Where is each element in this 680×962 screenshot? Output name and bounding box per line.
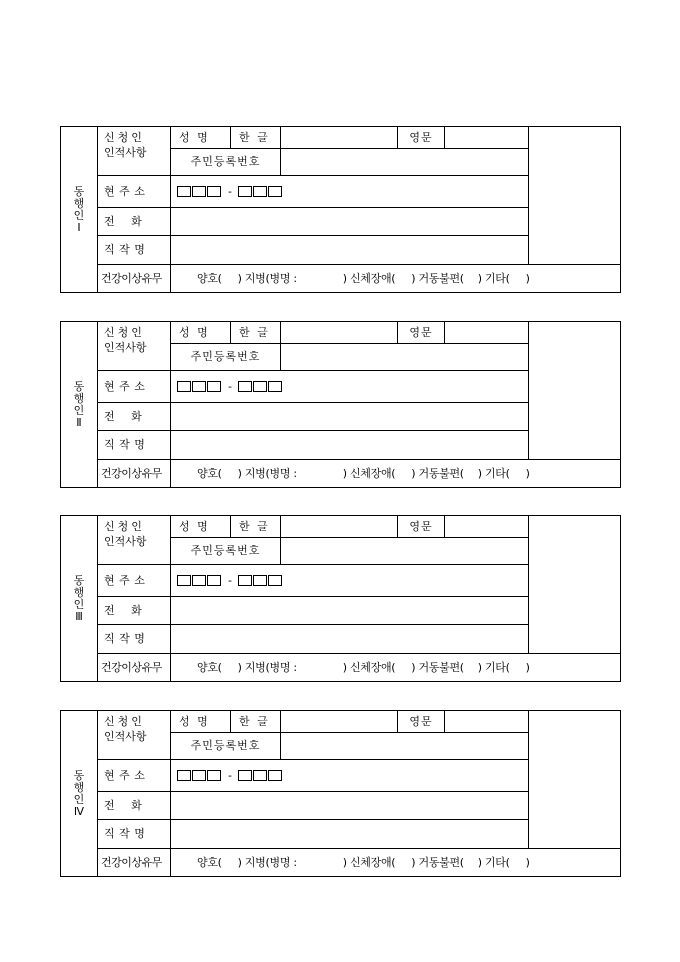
health-disability[interactable]: 신체장애(	[349, 466, 396, 480]
english-label: 영문	[398, 516, 445, 538]
job-field[interactable]	[171, 431, 529, 460]
checkbox-square	[192, 770, 206, 781]
health-other[interactable]: 기타(	[484, 855, 510, 869]
companion-side-label: 동 행 인 Ⅳ	[61, 711, 98, 877]
companion-table	[60, 515, 621, 682]
checkbox-square	[238, 186, 252, 197]
checkbox-square	[238, 575, 252, 586]
photo-box	[529, 711, 621, 849]
checkbox-square	[207, 381, 221, 392]
companion-side-label: 동 행 인 Ⅲ	[61, 516, 98, 682]
address-label: 현 주 소	[98, 176, 171, 208]
checkbox-square	[268, 186, 282, 197]
companion-table	[60, 321, 621, 488]
korean-name-field[interactable]	[281, 711, 398, 733]
companion-side-label: 동 행 인 Ⅰ	[61, 127, 98, 293]
resident-no-field[interactable]	[281, 344, 529, 371]
photo-box	[529, 322, 621, 460]
resident-no-label: 주민등록번호	[171, 149, 281, 176]
companion-numeral: Ⅱ	[76, 415, 82, 429]
health-disability[interactable]: 신체장애(	[349, 271, 396, 285]
health-label: 건강이상유무	[98, 654, 171, 682]
job-field[interactable]	[171, 625, 529, 654]
checkbox-square	[268, 770, 282, 781]
phone-field[interactable]	[171, 403, 529, 431]
checkbox-square	[253, 575, 267, 586]
applicant-info-label: 신청인 인적사항	[98, 516, 171, 565]
health-good[interactable]: 양호(	[197, 466, 222, 480]
english-name-field[interactable]	[445, 127, 529, 149]
companion-numeral: Ⅲ	[75, 609, 83, 623]
health-mobility[interactable]: 거동불편(	[418, 466, 464, 480]
phone-label: 전 화	[98, 403, 171, 431]
address-field[interactable]	[171, 371, 529, 403]
checkbox-square	[177, 770, 191, 781]
companion-block-4	[60, 710, 620, 876]
health-options: 양호( ) 지병(병명 : ) 신체장애( ) 거동불편( ) 기타( )	[171, 849, 621, 877]
korean-label: 한 글	[231, 127, 281, 149]
english-label: 영문	[398, 127, 445, 149]
health-other[interactable]: 기타(	[484, 271, 510, 285]
english-name-field[interactable]	[445, 322, 529, 344]
health-label: 건강이상유무	[98, 460, 171, 488]
health-good[interactable]: 양호(	[197, 271, 222, 285]
health-options: 양호( ) 지병(병명 : ) 신체장애( ) 거동불편( ) 기타( )	[171, 265, 621, 293]
checkbox-square	[238, 770, 252, 781]
companion-numeral: Ⅰ	[77, 220, 81, 234]
health-disability[interactable]: 신체장애(	[349, 855, 396, 869]
companion-side-label: 동 행 인 Ⅱ	[61, 322, 98, 488]
english-name-field[interactable]	[445, 516, 529, 538]
job-label: 직 작 명	[98, 236, 171, 265]
checkbox-square	[192, 575, 206, 586]
address-label: 현 주 소	[98, 760, 171, 792]
english-label: 영문	[398, 322, 445, 344]
resident-no-field[interactable]	[281, 733, 529, 760]
address-label: 현 주 소	[98, 371, 171, 403]
english-name-field[interactable]	[445, 711, 529, 733]
companion-block-3	[60, 515, 620, 681]
phone-field[interactable]	[171, 208, 529, 236]
english-label: 영문	[398, 711, 445, 733]
phone-field[interactable]	[171, 792, 529, 820]
postal-dash: -	[228, 768, 232, 782]
health-options: 양호( ) 지병(병명 : ) 신체장애( ) 거동불편( ) 기타( )	[171, 460, 621, 488]
health-disease[interactable]: 지병(병명 :	[244, 466, 297, 480]
job-field[interactable]	[171, 820, 529, 849]
health-good[interactable]: 양호(	[197, 855, 222, 869]
health-good[interactable]: 양호(	[197, 660, 222, 674]
photo-box	[529, 516, 621, 654]
korean-label: 한 글	[231, 516, 281, 538]
resident-no-label: 주민등록번호	[171, 538, 281, 565]
address-label: 현 주 소	[98, 565, 171, 597]
korean-name-field[interactable]	[281, 127, 398, 149]
applicant-info-label: 신청인 인적사항	[98, 127, 171, 176]
phone-label: 전 화	[98, 597, 171, 625]
health-other[interactable]: 기타(	[484, 660, 510, 674]
health-disease[interactable]: 지병(병명 :	[244, 660, 297, 674]
resident-no-field[interactable]	[281, 538, 529, 565]
job-label: 직 작 명	[98, 820, 171, 849]
job-field[interactable]	[171, 236, 529, 265]
photo-box	[529, 127, 621, 265]
phone-field[interactable]	[171, 597, 529, 625]
resident-no-label: 주민등록번호	[171, 733, 281, 760]
postal-dash: -	[228, 573, 232, 587]
job-label: 직 작 명	[98, 625, 171, 654]
applicant-info-label: 신청인 인적사항	[98, 322, 171, 371]
resident-no-field[interactable]	[281, 149, 529, 176]
job-label: 직 작 명	[98, 431, 171, 460]
korean-label: 한 글	[231, 711, 281, 733]
resident-no-label: 주민등록번호	[171, 344, 281, 371]
address-field[interactable]	[171, 565, 529, 597]
address-field[interactable]	[171, 760, 529, 792]
health-label: 건강이상유무	[98, 265, 171, 293]
postal-dash: -	[228, 379, 232, 393]
health-options: 양호( ) 지병(병명 : ) 신체장애( ) 거동불편( ) 기타( )	[171, 654, 621, 682]
health-mobility[interactable]: 거동불편(	[418, 855, 464, 869]
checkbox-square	[207, 186, 221, 197]
companion-table	[60, 126, 621, 293]
applicant-info-label: 신청인 인적사항	[98, 711, 171, 760]
checkbox-square	[177, 575, 191, 586]
korean-label: 한 글	[231, 322, 281, 344]
checkbox-square	[238, 381, 252, 392]
phone-label: 전 화	[98, 208, 171, 236]
checkbox-square	[253, 186, 267, 197]
checkbox-square	[177, 186, 191, 197]
health-label: 건강이상유무	[98, 849, 171, 877]
checkbox-square	[253, 381, 267, 392]
checkbox-square	[207, 770, 221, 781]
postal-dash: -	[228, 184, 232, 198]
checkbox-square	[192, 186, 206, 197]
checkbox-square	[177, 381, 191, 392]
health-mobility[interactable]: 거동불편(	[418, 660, 464, 674]
companion-table	[60, 710, 621, 877]
health-disease[interactable]: 지병(병명 :	[244, 855, 297, 869]
companion-block-1	[60, 126, 620, 292]
korean-name-field[interactable]	[281, 516, 398, 538]
korean-name-field[interactable]	[281, 322, 398, 344]
name-label: 성 명	[171, 711, 231, 733]
checkbox-square	[268, 381, 282, 392]
health-other[interactable]: 기타(	[484, 466, 510, 480]
name-label: 성 명	[171, 322, 231, 344]
name-label: 성 명	[171, 127, 231, 149]
name-label: 성 명	[171, 516, 231, 538]
checkbox-square	[192, 381, 206, 392]
health-disease[interactable]: 지병(병명 :	[244, 271, 297, 285]
companion-block-2	[60, 321, 620, 487]
checkbox-square	[207, 575, 221, 586]
companion-numeral: Ⅳ	[73, 804, 85, 818]
health-mobility[interactable]: 거동불편(	[418, 271, 464, 285]
phone-label: 전 화	[98, 792, 171, 820]
checkbox-square	[253, 770, 267, 781]
checkbox-square	[268, 575, 282, 586]
health-disability[interactable]: 신체장애(	[349, 660, 396, 674]
address-field[interactable]	[171, 176, 529, 208]
